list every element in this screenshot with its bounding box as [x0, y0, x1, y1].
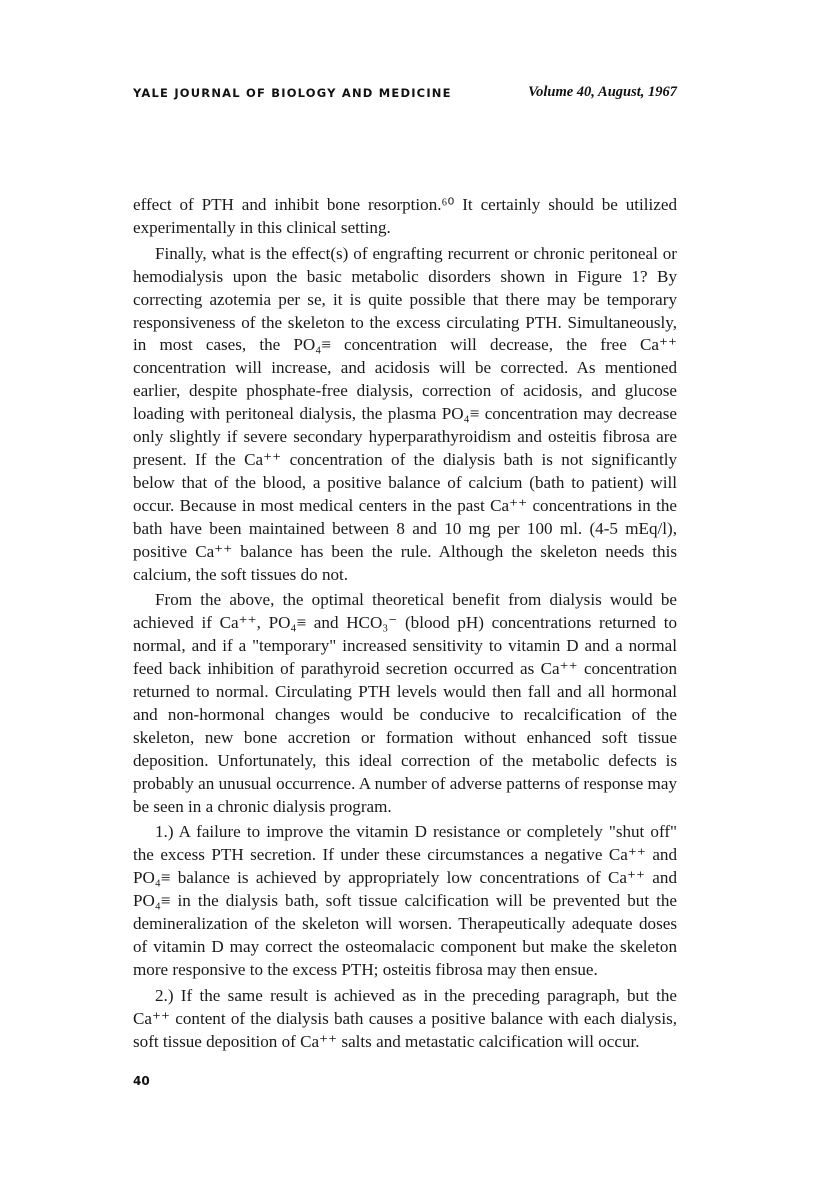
- article-body: [133, 194, 677, 1057]
- paragraph: 1.) A failure to improve the vitamin D resistance or completely "shut off" the excess PTH secretion. If under these circumstances a negative Ca⁺⁺ and PO₄≡ balance is achieved by appropriately low concentrations of Ca⁺⁺ and PO₄≡ in the dialysis bath, soft tissue calcification will be prevented but the demineralization of the skeleton will worsen. Therapeutically adequate doses of vitamin D may correct the osteomalacic component but make the skeleton more responsive to the excess PTH; osteitis fibrosa may then ensue.: [133, 822, 677, 979]
- running-head-issue: Volume 40, August, 1967: [528, 84, 677, 100]
- paragraph: 2.) If the same result is achieved as in the preceding paragraph, but the Ca⁺⁺ content of the dialysis bath causes a positive balance with each dialysis, soft tissue deposition of Ca⁺⁺ salts and metastatic calcification will occur.: [133, 985, 677, 1051]
- paragraph: From the above, the optimal theoretical benefit from dialysis would be achieved if Ca⁺⁺, PO₄≡ and HCO₃⁻ (blood pH) concentrations returned to normal, and if a "temporary" increased sensitivity to vitamin D and a normal feed back inhibition of parathyroid secretion occurred as Ca⁺⁺ concentration returned to normal. Circulating PTH levels would then fall and all hormonal and non-hormonal changes would be conducive to recalcification of the skeleton, new bone accretion or formation without enhanced soft tissue deposition. Unfortunately, this ideal correction of the metabolic defects is probably an unusual occurrence. A number of adverse patterns of response may be seen in a chronic dialysis program.: [133, 590, 677, 816]
- paragraph: Finally, what is the effect(s) of engrafting recurrent or chronic peritoneal or hemodialysis upon the basic metabolic disorders shown in Figure 1? By correcting azotemia per se, it is quite possible that there may be temporary responsiveness of the skeleton to the excess circulating PTH. Simultaneously, in most cases, the PO₄≡ concentration will decrease, the free Ca⁺⁺ concentration will increase, and acidosis will be corrected. As mentioned earlier, despite phosphate-free dialysis, correction of acidosis, and glucose loading with peritoneal dialysis, the plasma PO₄≡ concentration may decrease only slightly if severe secondary hyperparathyroidism and osteitis fibrosa are present. If the Ca⁺⁺ concentration of the dialysis bath is not significantly below that of the blood, a positive balance of calcium (bath to patient) will occur. Because in most medical centers in the past Ca⁺⁺ concentrations in the bath have been maintained between 8 and 10 mg per 100 ml. (4-5 mEq/l), positive Ca⁺⁺ balance has been the rule. Although the skeleton needs this calcium, the soft tissues do not.: [133, 243, 677, 584]
- paragraph: effect of PTH and inhibit bone resorption.⁶⁰ It certainly should be utilized experimentally in this clinical setting.: [133, 195, 677, 237]
- page-number: 40: [133, 1074, 150, 1088]
- running-head-journal: YALE JOURNAL OF BIOLOGY AND MEDICINE: [133, 86, 452, 100]
